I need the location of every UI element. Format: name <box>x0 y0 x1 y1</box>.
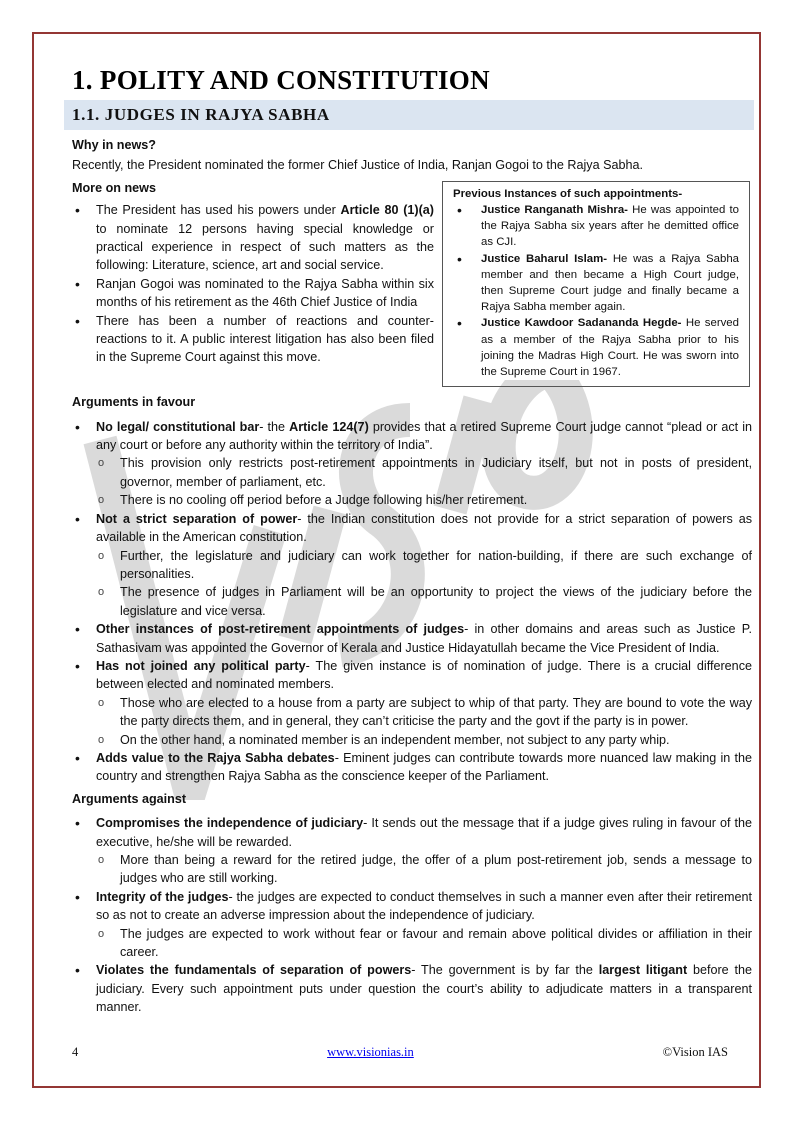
copyright-text: ©Vision IAS <box>662 1045 728 1059</box>
item-text: - in other domains and areas such as Justice P. Sathasivam was appointed the Governor of Kerala and Justice Hidayatullah became the Vice President of India. <box>96 622 752 655</box>
item-text: to nominate 12 persons having special knowledge or practical experience in respect of such matters as the following: Literature, science, art and social service. <box>96 221 434 273</box>
argument-title: Adds value to the Rajya Sabha debates <box>96 750 335 765</box>
sub-list <box>96 547 752 621</box>
list-item <box>72 312 434 367</box>
item-text: - Eminent judges can contribute towards more nuanced law making in the country and strengthen Rajya Sabha as the conscience keeper of the Parliament. <box>96 750 752 784</box>
previous-instances-title: Previous Instances of such appointments- <box>453 187 683 200</box>
sub-list <box>96 851 752 888</box>
previous-instances-box <box>442 181 750 387</box>
list-item <box>72 510 752 620</box>
item-text: - It sends out the message that if a judge gives ruling in favour of the executive, he/she will be rewarded. <box>96 816 752 849</box>
more-on-news-list <box>72 201 434 367</box>
justice-name: Justice Ranganath Mishra- <box>481 204 628 217</box>
sub-list-item: o Further, the legislature and judiciary can work together for nation-building, if there are such exchange of personalities. <box>96 547 752 584</box>
website-link[interactable]: www.visionias.in <box>327 1045 414 1059</box>
chapter-heading: 1. POLITY AND CONSTITUTION <box>72 65 490 95</box>
item-text: He was appointed to the Rajya Sabha six years after he demitted office as CJI. <box>481 204 740 249</box>
sub-list <box>96 694 752 749</box>
item-text: - the Indian constitution does not provide for a strict separation of powers as available in the American constitution. <box>96 511 753 545</box>
argument-title: Has not joined any political party <box>96 658 306 673</box>
list-item <box>72 749 752 786</box>
list-item <box>72 620 752 657</box>
list-item <box>72 888 752 962</box>
why-in-news-text: Recently, the President nominated the former Chief Justice of India, Ranjan Gogoi to the Rajya Sabha. <box>72 158 644 173</box>
arguments-in-favour-label: Arguments in favour <box>72 395 196 410</box>
argument-title: Compromises the independence of judiciary <box>96 816 364 831</box>
sub-list <box>96 925 752 962</box>
sub-list-item: o The judges are expected to work without fear or favour and remain above political divides or affiliation in their career. <box>96 925 752 962</box>
list-item <box>72 961 752 1016</box>
list-item <box>72 201 434 275</box>
page-footer <box>72 1045 728 1060</box>
sub-list <box>96 454 752 509</box>
list-item <box>453 315 739 380</box>
item-text: - the judges are expected to conduct themselves in such a manner even after their retirement so as not to create an adverse impression about the independence of judiciary. <box>96 889 752 923</box>
section-heading: 1.1. JUDGES IN RAJYA SABHA <box>72 104 330 124</box>
arguments-against-label: Arguments against <box>72 791 187 806</box>
item-text: There has been a number of reactions and counter-reactions to it. A public interest litigation has also been filed in the Supreme Court against this move. <box>96 313 434 365</box>
page-content <box>72 60 752 1017</box>
article-reference: Article 124(7) <box>289 419 369 434</box>
section-heading-bar <box>64 100 754 130</box>
item-text: The President has used his powers under <box>96 203 341 218</box>
page-number: 4 <box>72 1045 79 1059</box>
list-item <box>453 202 739 251</box>
sub-list-item: o This provision only restricts post-retirement appointments in Judiciary itself, but not in posts of president, governor, member of parliament, etc. <box>96 454 752 491</box>
item-text: - The given instance is of nomination of judge. There is a crucial difference between elected and nominated members. <box>96 658 752 692</box>
argument-title: Other instances of post-retirement appointments of judges <box>96 622 465 637</box>
list-item <box>72 275 434 312</box>
list-item <box>72 657 752 749</box>
why-in-news-label: Why in news? <box>72 138 156 152</box>
justice-name: Justice Kawdoor Sadananda Hegde- <box>481 317 682 330</box>
argument-title: Not a strict separation of power <box>96 511 298 526</box>
more-on-news-column <box>72 177 434 387</box>
item-text: - the <box>259 419 290 434</box>
sub-list-item: o There is no cooling off period before a Judge following his/her retirement. <box>96 491 752 509</box>
article-reference: Article 80 (1)(a) <box>340 203 434 218</box>
previous-instances-list <box>453 202 739 380</box>
list-item <box>72 418 752 510</box>
list-item <box>72 814 752 888</box>
item-text: He served as a member of the Rajya Sabha prior to his joining the Madras High Court. He was sworn into the Supreme Court in 1967. <box>481 317 739 379</box>
item-text: - The government is by far the <box>411 963 599 978</box>
argument-title: Violates the fundamentals of separation of powers <box>96 963 412 978</box>
argument-title: Integrity of the judges <box>96 889 229 904</box>
justice-name: Justice Baharul Islam- <box>481 252 608 265</box>
item-text: provides that a retired Supreme Court judge cannot “plead or act in any court or before any authority within the territory of India”. <box>96 419 752 453</box>
more-on-news-section <box>72 177 752 387</box>
arguments-in-favour-list <box>72 418 752 786</box>
sub-list-item: o Those who are elected to a house from a party are subject to whip of that party. They are bound to vote the way the party directs them, and in general, they can’t criticise the party and the govt if the party is in power. <box>96 694 752 731</box>
item-text: He was a Rajya Sabha member and then became a High Court judge, then Supreme Court judge and finally became a Rajya Sabha member again. <box>481 252 739 314</box>
more-on-news-label: More on news <box>72 180 156 195</box>
sub-list-item: o More than being a reward for the retired judge, the offer of a plum post-retirement job, sends a message to judges who are still working. <box>96 851 752 888</box>
list-item <box>453 251 739 316</box>
emphasis-text: largest litigant <box>598 963 688 978</box>
arguments-against-list <box>72 814 752 1016</box>
sub-list-item: o On the other hand, a nominated member is an independent member, not subject to any party whip. <box>96 731 752 749</box>
argument-title: No legal/ constitutional bar <box>96 419 260 434</box>
item-text: Ranjan Gogoi was nominated to the Rajya Sabha within six months of his retirement as the 46th Chief Justice of India <box>96 276 434 310</box>
sub-list-item: o The presence of judges in Parliament will be an opportunity to project the views of the judiciary before the legislature and vice versa. <box>96 583 752 620</box>
item-text: before the judiciary. Every such appointment puts under question the court’s ability to adjudicate matters in a transparent manner. <box>96 963 753 1015</box>
